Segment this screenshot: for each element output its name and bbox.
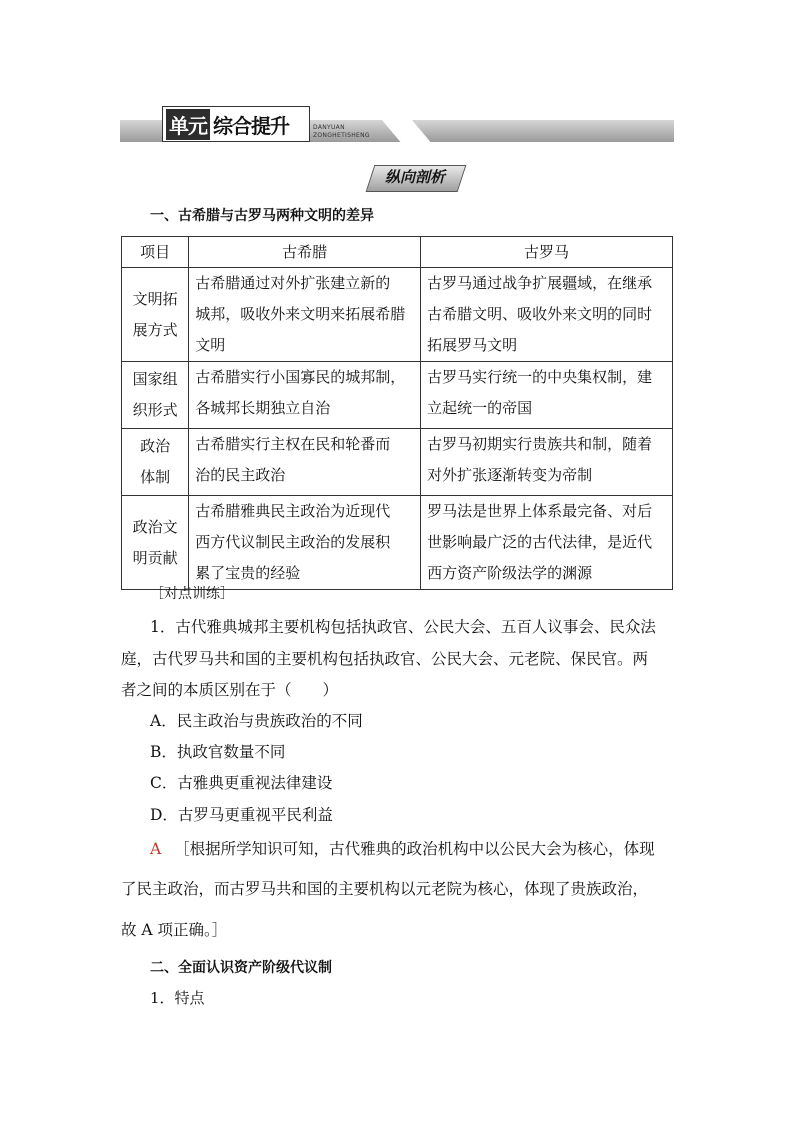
row-item-line: 政治文 <box>132 517 178 536</box>
row-item-line: 明贡献 <box>132 548 178 567</box>
practice-label: ［对点训练］ <box>150 586 234 602</box>
row-item <box>122 362 189 429</box>
row-item <box>122 268 189 362</box>
section-1-title: 一、古希腊与古罗马两种文明的差异 <box>150 208 374 224</box>
banner-title-box <box>162 106 310 142</box>
cell-line: 古希腊实行小国寡民的城邦制， <box>195 368 406 386</box>
answer-explanation-line-1 <box>150 837 655 859</box>
section-2-title: 二、全面认识资产阶级代议制 <box>150 960 332 976</box>
unit-banner <box>120 104 674 144</box>
cell-line: 古希腊通过对外扩张建立新的 <box>195 274 391 292</box>
cell-line: 古罗马初期实行贵族共和制，随着 <box>427 435 653 453</box>
cell-line: 罗马法是世界上体系最完备、对后 <box>427 502 653 520</box>
row-item-line: 政治 <box>140 437 171 455</box>
row-greece <box>189 496 421 590</box>
answer-explanation-text: ［根据所学知识可知，古代雅典的政治机构中以公民大会为核心，体现 <box>174 840 655 858</box>
option-b: B．执政官数量不同 <box>150 743 286 761</box>
row-rome <box>421 268 673 362</box>
table-header-greece: 古希腊 <box>189 237 421 268</box>
row-rome <box>421 362 673 429</box>
row-greece <box>189 429 421 496</box>
cell-line: 立起统一的帝国 <box>427 399 533 417</box>
cell-line: 文明 <box>195 336 226 354</box>
option-c: C．古雅典更重视法律建设 <box>150 774 333 792</box>
banner-label-summary: 综合提升 <box>213 113 289 138</box>
question-1-line-3: 者之间的本质区别在于（ ） <box>121 681 339 699</box>
section-badge: 纵向剖析 <box>384 168 445 186</box>
cell-line: 古罗马实行统一的中央集权制，建 <box>427 368 653 386</box>
answer-letter: A <box>150 840 162 858</box>
table-row <box>122 268 673 362</box>
answer-explanation-line-3: 故 A 项正确。］ <box>121 921 228 939</box>
section-2-subtitle: 1．特点 <box>150 989 205 1007</box>
banner-label-unit: 单元 <box>166 109 210 140</box>
row-item-line: 展方式 <box>132 320 178 339</box>
row-item <box>122 429 189 496</box>
row-rome <box>421 496 673 590</box>
question-1-line-2: 庭，古代罗马共和国的主要机构包括执政官、公民大会、元老院、保民官。两 <box>121 650 649 668</box>
question-1-line-1: 1．古代雅典城邦主要机构包括执政官、公民大会、五百人议事会、民众法 <box>150 618 656 636</box>
table-row <box>122 496 673 590</box>
row-item-line: 文明拓 <box>132 289 178 308</box>
cell-line: 古希腊雅典民主政治为近现代 <box>195 502 391 520</box>
answer-explanation-line-2: 了民主政治，而古罗马共和国的主要机构以元老院为核心，体现了贵族政治， <box>121 880 649 898</box>
row-greece <box>189 362 421 429</box>
table-header-rome: 古罗马 <box>421 237 673 268</box>
table-row <box>122 362 673 429</box>
cell-line: 西方资产阶级法学的渊源 <box>427 564 593 582</box>
option-a: A．民主政治与贵族政治的不同 <box>150 712 363 730</box>
table-header-row <box>122 237 673 268</box>
row-item <box>122 496 189 590</box>
cell-line: 各城邦长期独立自治 <box>195 399 331 417</box>
row-item-line: 体制 <box>140 468 171 486</box>
comparison-table <box>121 236 673 590</box>
row-greece <box>189 268 421 362</box>
option-d: D．古罗马更重视平民利益 <box>150 806 333 824</box>
cell-line: 古希腊实行主权在民和轮番而 <box>195 435 391 453</box>
cell-line: 城邦，吸收外来文明来拓展希腊 <box>195 305 406 323</box>
cell-line: 古罗马通过战争扩展疆域，在继承 <box>427 274 653 292</box>
cell-line: 西方代议制民主政治的发展积 <box>195 533 391 551</box>
cell-line: 对外扩张逐渐转变为帝制 <box>427 466 593 484</box>
cell-line: 治的民主政治 <box>195 466 286 484</box>
cell-line: 拓展罗马文明 <box>427 336 518 354</box>
row-rome <box>421 429 673 496</box>
banner-pinyin <box>313 124 370 140</box>
cell-line: 累了宝贵的经验 <box>195 564 301 582</box>
table-header-item: 项目 <box>122 237 189 268</box>
table-row <box>122 429 673 496</box>
row-item-line: 国家组 <box>132 370 178 388</box>
cell-line: 世影响最广泛的古代法律，是近代 <box>427 533 653 551</box>
banner-pinyin-1: DANYUAN <box>313 124 345 131</box>
cell-line: 古希腊文明、吸收外来文明的同时 <box>427 305 653 323</box>
banner-pinyin-2: ZONGHETISHENG <box>313 132 370 139</box>
row-item-line: 织形式 <box>132 401 178 419</box>
